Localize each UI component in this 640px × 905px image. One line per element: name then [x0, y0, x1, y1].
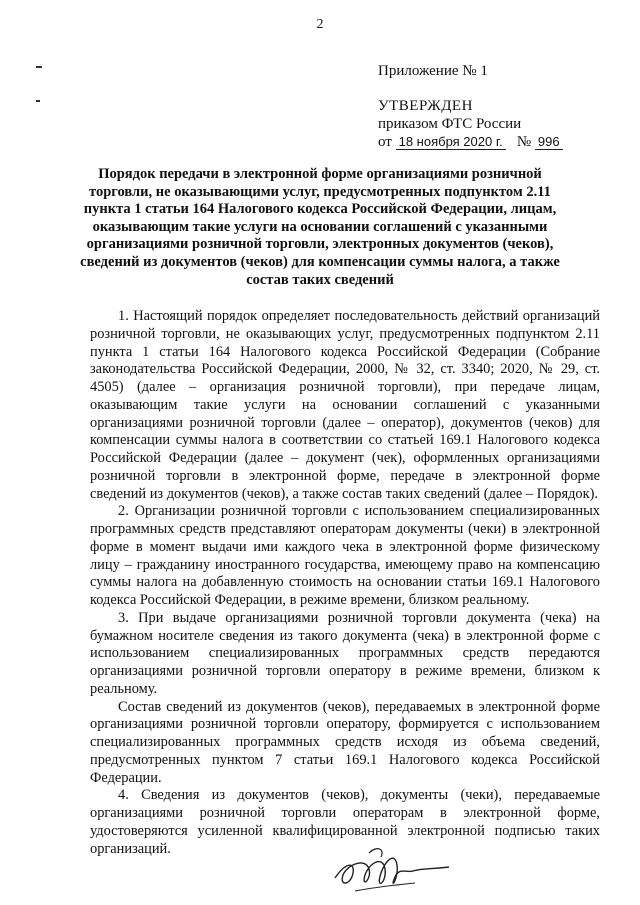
order-date: 18 ноября 2020 г. — [396, 134, 506, 150]
scan-mark — [36, 66, 42, 68]
paragraph: 3. При выдаче организациями розничной торговли документа (чека) на бумажном носителе сведения из такого документа (чека) в электронной форме с использованием специализированных программных средств передаются организациями розничной торговли оператору в режиме времени, близком к реальному. — [90, 609, 600, 697]
order-number: 996 — [535, 134, 563, 150]
date-prefix: от — [378, 134, 392, 150]
document-body — [90, 308, 600, 858]
approved-label: УТВЕРЖДЕН — [378, 98, 473, 114]
order-line: приказом ФТС России — [378, 116, 522, 132]
paragraph: Состав сведений из документов (чеков), передаваемых в электронной форме организациями розничной торговли оператору, формируется с использованием специализированных программных средств исходя из объема сведений, предусмотренных пунктом 7 статьи 169.1 Налогового кодекса Российской Федерации. — [90, 698, 600, 786]
order-date-line — [378, 133, 563, 151]
page-number: 2 — [316, 17, 324, 32]
number-prefix: № — [516, 134, 532, 150]
appendix-label: Приложение № 1 — [378, 63, 488, 79]
paragraph: 2. Организации розничной торговли с использованием специализированных программных средств представляют операторам документы (чеки) в электронной форме в момент выдачи ими каждого чека в электронной форме физическому лицу – гражданину иностранного государства, имеющему право на компенсацию суммы налога на добавленную стоимость на основании статьи 169.1 Налогового кодекса Российской Федерации, в режиме времени, близком реальному. — [90, 503, 600, 608]
paragraph: 4. Сведения из документов (чеков), документы (чеки), передаваемые организациями розничной торговли операторам в электронной форме, удостоверяются усиленной квалифицированной электронной подписью таких организаций. — [90, 787, 600, 857]
handwritten-signature — [325, 843, 455, 898]
paragraph: 1. Настоящий порядок определяет последовательность действий организаций розничной торговли, не оказывающих услуг, предусмотренных подпунктом 2.11 пункта 1 статьи 164 Налогового кодекса Российской Федерации (Собрание законодательства Российской Федерации, 2000, № 32, ст. 3340; 2020, № 29, ст. 4505) (далее – организация розничной торговли), при передаче лицам, оказывающим такие услуги на основании соглашений с указанными организациями розничной торговли (далее – оператор), документов (чеков) для компенсации суммы налога в соответствии со статьей 169.1 Налогового кодекса Российской Федерации (далее – документ (чек), оформленных организациями розничной торговли в электронной форме, передаче в электронной форме сведений из документов (чеков), а также состав таких сведений (далее – Порядок). — [90, 308, 600, 502]
document-title: Порядок передачи в электронной форме организациями розничной торговли, не оказывающими услуг, предусмотренных подпунктом 2.11 пункта 1 статьи 164 Налогового кодекса Российской Федерации, лицам, оказывающим такие услуги на основании соглашений с указанными организациями розничной торговли, электронных документов (чеков), сведений из документов (чеков) для компенсации суммы налога, а также состав таких сведений — [80, 166, 560, 288]
approval-block — [378, 97, 563, 151]
scan-mark — [36, 100, 40, 102]
